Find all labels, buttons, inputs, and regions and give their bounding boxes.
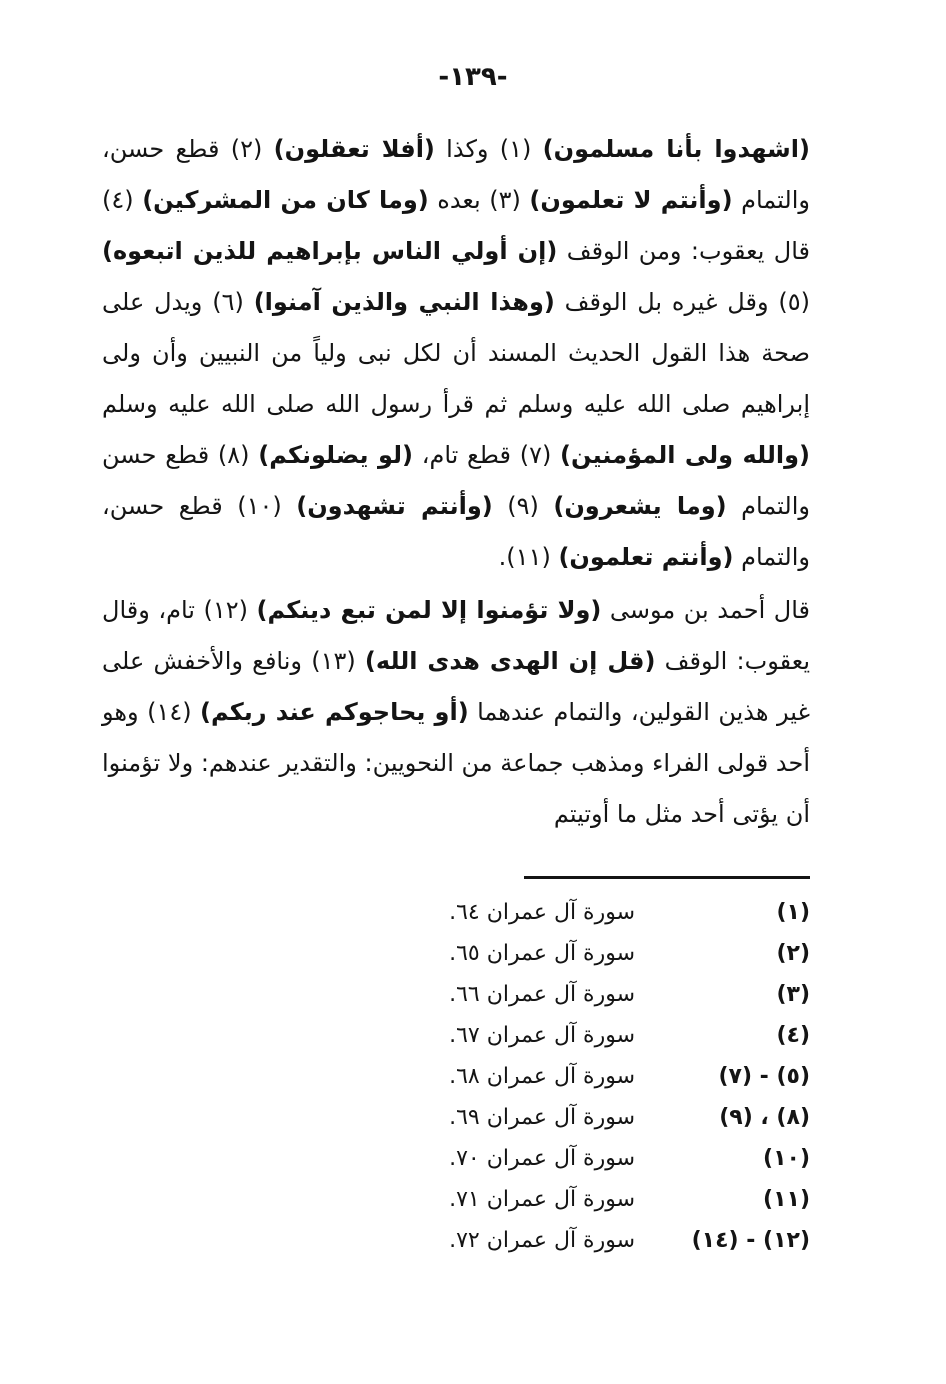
text-segment: (٥) وقل غيره بل الوقف [554, 288, 811, 316]
text-segment: (١٠) قطع حسن، والتمام [102, 492, 810, 571]
text-segment: (٨) قطع حسن والتمام [102, 441, 810, 520]
footnote-text: سورة آل عمران ٦٦. [449, 982, 635, 1007]
text-segment: (٢) قطع حسن، والتمام [102, 135, 810, 214]
text-segment: (١١). [498, 543, 559, 571]
quran-quote: (وأنتم تعلمون) [558, 543, 734, 571]
footnote-number: (١١) [763, 1187, 810, 1212]
footnote-text: سورة آل عمران ٦٥. [449, 941, 635, 966]
quran-quote: (إن أولي الناس بإبراهيم للذين اتبعوه) [102, 237, 558, 265]
footnote-text: سورة آل عمران ٧١. [449, 1187, 635, 1212]
footnote-number: (٢) [776, 941, 810, 966]
footnote-item [380, 933, 810, 974]
text-segment: (١٢) تام، وقال يعقوب: الوقف [102, 596, 810, 675]
footnote-text: سورة آل عمران ٧٠. [449, 1146, 635, 1171]
footnote-item [380, 1056, 810, 1097]
paragraph [102, 124, 810, 583]
quran-quote: (لو يضلونكم) [258, 441, 413, 469]
quran-quote: (اشهدوا بأنا مسلمون) [542, 135, 810, 163]
quran-quote: (ولا تؤمنوا إلا لمن تبع دينكم) [256, 596, 602, 624]
text-segment: (١) وكذا [434, 135, 543, 163]
quran-quote: (وما كان من المشركين) [142, 186, 429, 214]
paragraph [102, 585, 810, 840]
body-text [102, 124, 810, 840]
page-number: -١٣٩- [438, 62, 508, 92]
text-segment: (١٣) ونافع والأخفش على غير هذين القولين، والتمام عندهما [102, 647, 810, 726]
quran-quote: (وما يشعرون) [553, 492, 727, 520]
footnote-number: (١) [776, 900, 810, 925]
text-segment: (٣) بعده [428, 186, 530, 214]
quran-quote: (والله ولى المؤمنين) [560, 441, 811, 469]
footnote-text: سورة آل عمران ٦٧. [449, 1023, 635, 1048]
footnote-item [380, 1179, 810, 1220]
footnote-text: سورة آل عمران ٦٨. [449, 1064, 635, 1089]
footnote-text: سورة آل عمران ٦٩. [449, 1105, 635, 1130]
footnote-item [380, 1015, 810, 1056]
quran-quote: (أو يحاجوكم عند ربكم) [200, 698, 469, 726]
quran-quote: (وهذا النبي والذين آمنوا) [253, 288, 555, 316]
text-segment: (٤) قال يعقوب: ومن الوقف [102, 186, 810, 265]
footnote-number: (٥) - (٧) [718, 1064, 810, 1089]
footnotes [380, 892, 810, 1261]
text-segment: (١٤) وهو أحد قولى الفراء ومذهب جماعة من النحويين: والتقدير عندهم: ولا تؤمنوا أن يؤتى أحد مثل ما أوتيتم [102, 698, 810, 828]
footnote-item [380, 1220, 810, 1261]
footnote-number: (٣) [776, 982, 810, 1007]
footnote-item [380, 974, 810, 1015]
quran-quote: (وأنتم تشهدون) [296, 492, 493, 520]
quran-quote: (أفلا تعقلون) [273, 135, 435, 163]
footnote-item [380, 1097, 810, 1138]
footnote-item [380, 892, 810, 933]
text-segment: (٩) [492, 492, 554, 520]
footnote-text: سورة آل عمران ٦٤. [449, 900, 635, 925]
text-segment: (٧) قطع تام، [413, 441, 561, 469]
footnote-divider [524, 876, 810, 879]
footnote-number: (١٠) [763, 1146, 810, 1171]
text-segment: قال أحمد بن موسى [601, 596, 810, 624]
footnote-number: (٤) [776, 1023, 810, 1048]
quran-quote: (قل إن الهدى هدى الله) [364, 647, 656, 675]
footnote-number: (٨) ، (٩) [719, 1105, 810, 1130]
quran-quote: (وأنتم لا تعلمون) [529, 186, 733, 214]
footnote-text: سورة آل عمران ٧٢. [449, 1228, 635, 1253]
footnote-item [380, 1138, 810, 1179]
text-segment: (٦) ويدل على صحة هذا القول الحديث المسند أن لكل نبى ولياً من النبيين وأن ولى إبراهيم صلى الله عليه وسلم ثم قرأ رسول الله صلى الله عليه وسلم [102, 288, 810, 418]
footnote-number: (١٢) - (١٤) [691, 1228, 810, 1253]
